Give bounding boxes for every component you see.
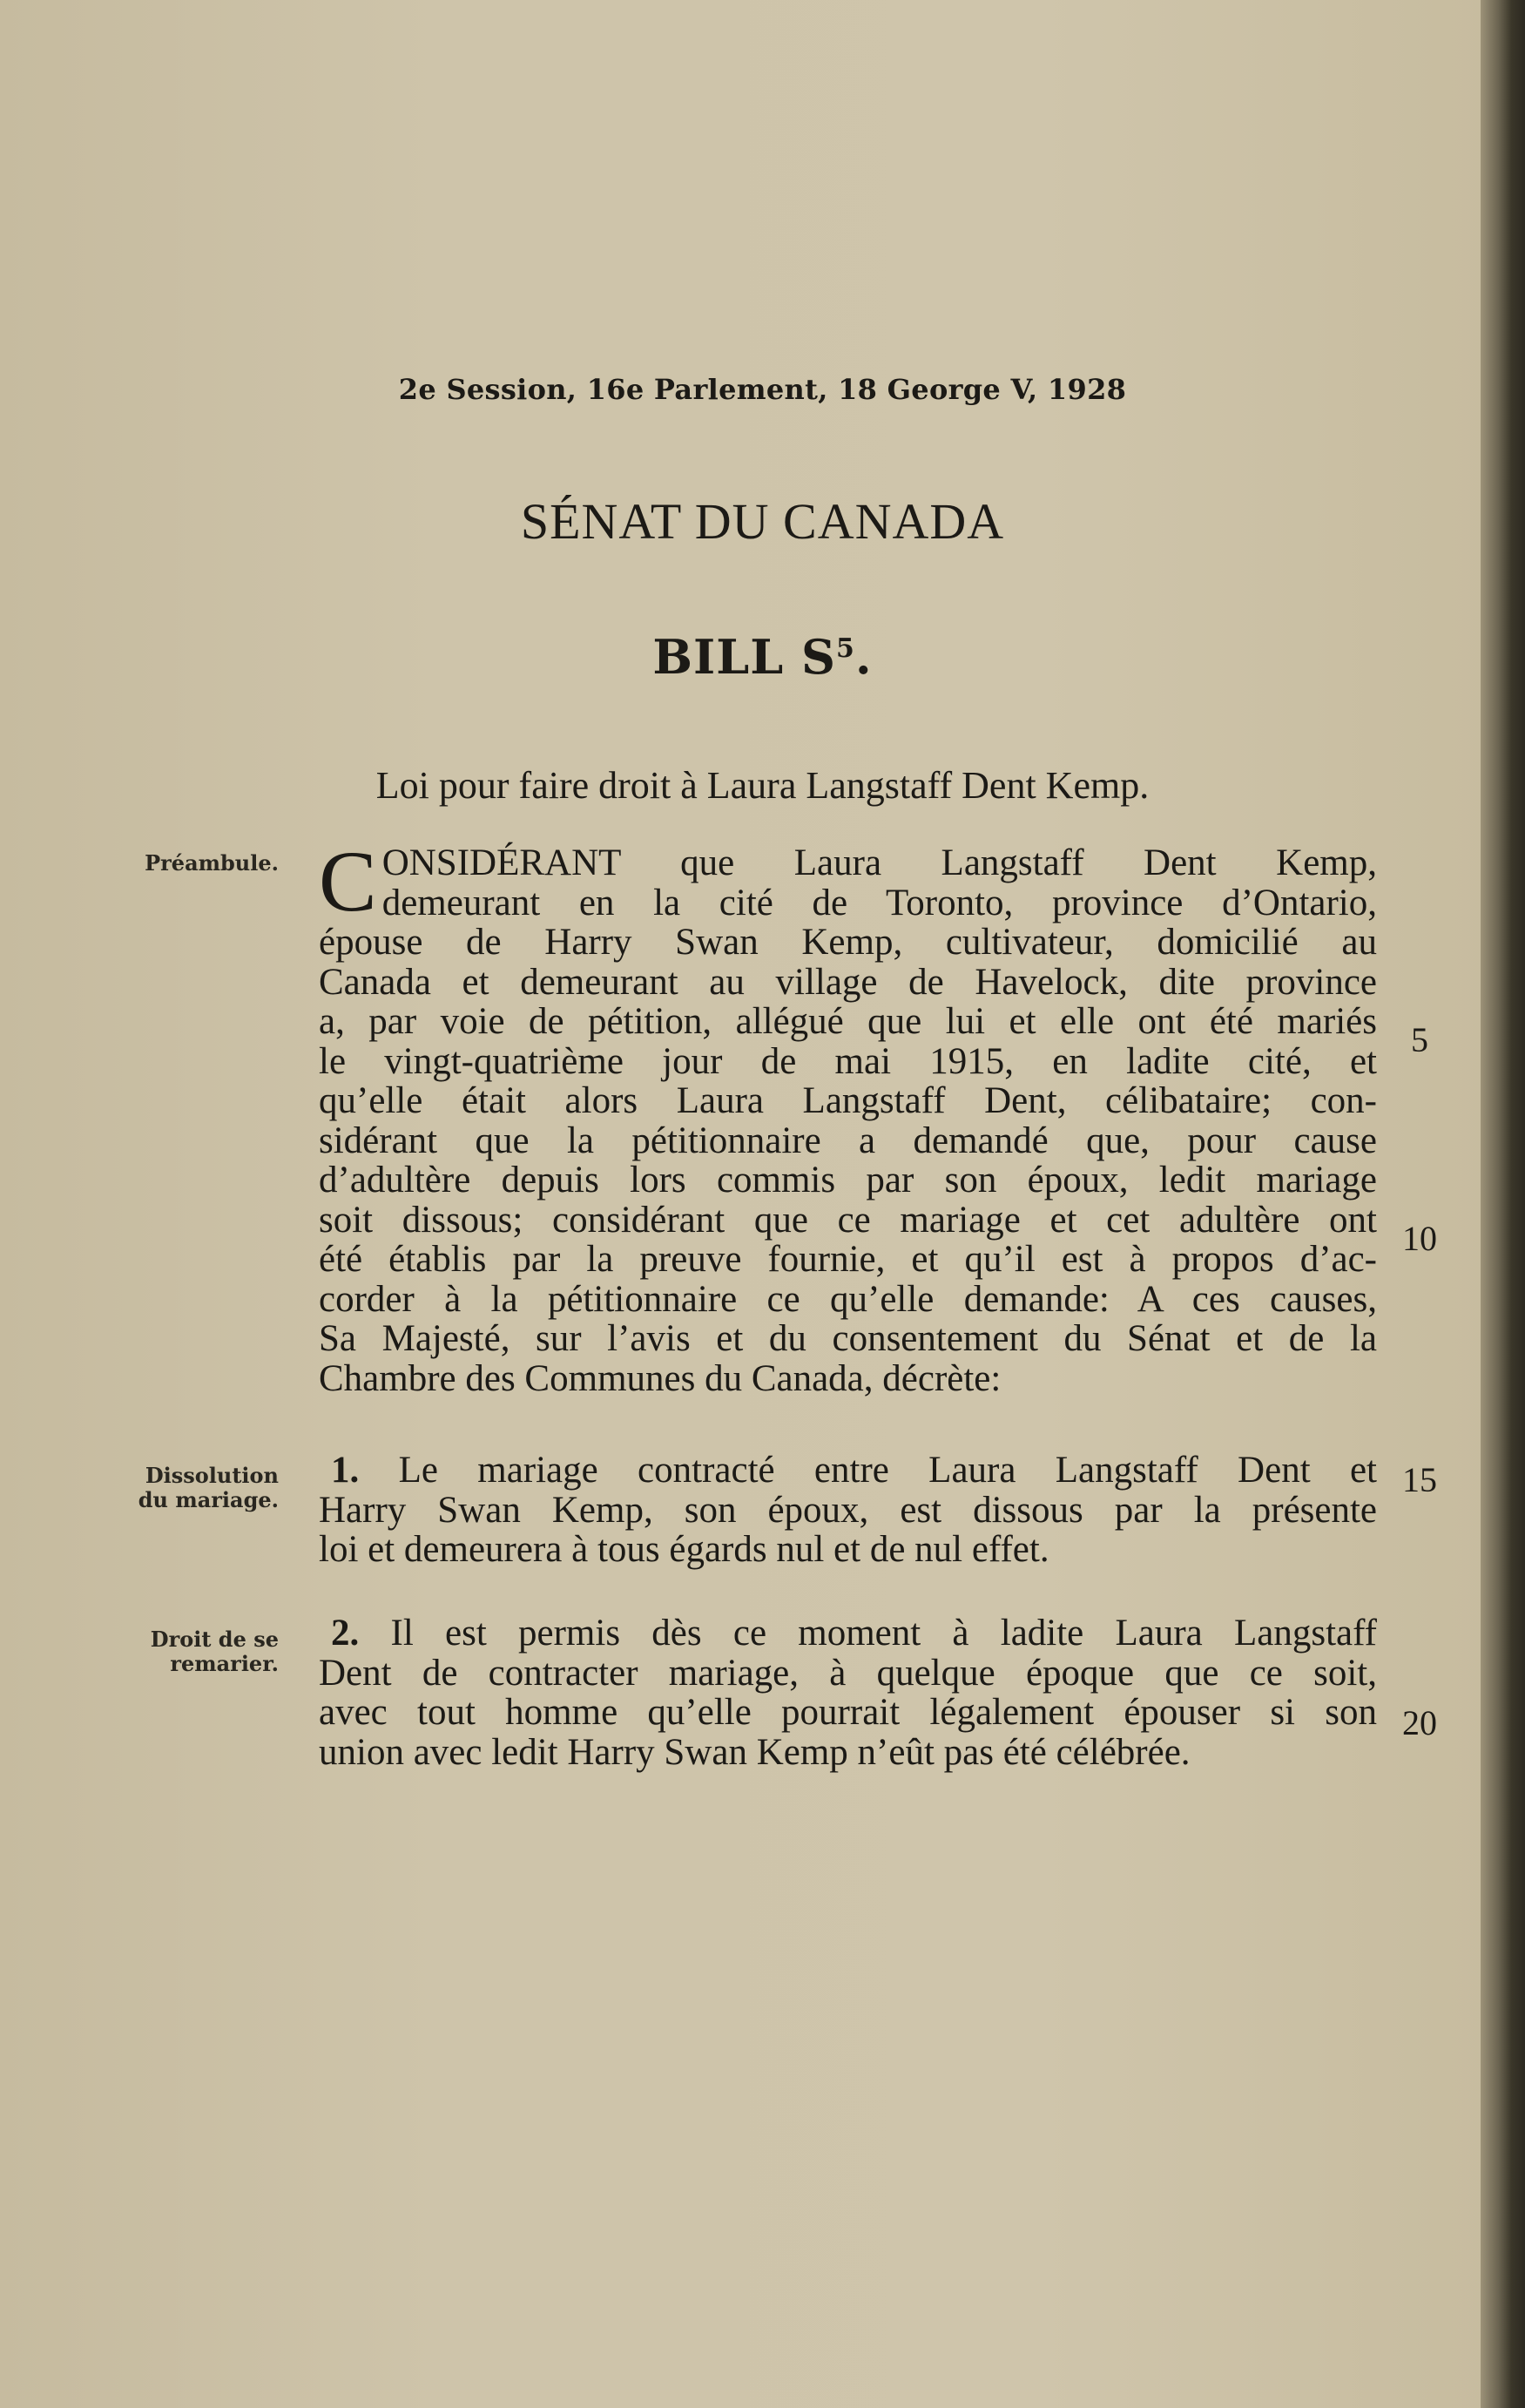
preamble-paragraph (319, 833, 1377, 1399)
text-line: été établis par la preuve fournie, et qu’il est à propos d’ac- (319, 1239, 1377, 1280)
margin-note-remarry (96, 1627, 279, 1676)
text-line: Sa Majesté, sur l’avis et du consentement du Sénat et de la (319, 1318, 1377, 1359)
line-number: 20 (1402, 1703, 1437, 1742)
bill-title: Loi pour faire droit à Laura Langstaff Dent Kemp. (375, 764, 1150, 807)
line-number: 5 (1411, 1020, 1428, 1059)
margin-note-line: du mariage. (138, 1487, 279, 1512)
text-line: soit dissous; considérant que ce mariage et cet adultère ont (319, 1199, 1377, 1241)
text-line: épouse de Harry Swan Kemp, cultivateur, domicilié au (319, 922, 1377, 963)
text-line: Harry Swan Kemp, son époux, est dissous par la présente (319, 1489, 1377, 1531)
margin-note-line: remarier. (170, 1651, 279, 1676)
text-line (319, 1613, 1377, 1654)
margin-note-dissolution (96, 1464, 279, 1512)
section-number: 2. (331, 1613, 360, 1654)
text-line: Canada et demeurant au village de Havelock, dite province (319, 961, 1377, 1003)
margin-note-preamble: Préambule. (145, 850, 279, 876)
drop-cap: C (319, 833, 377, 930)
text-line: ONSIDÉRANT que Laura Langstaff Dent Kemp, (381, 842, 1377, 883)
text-line: Dent de contracter mariage, à quelque époque que ce soit, (319, 1652, 1377, 1694)
text-line: corder à la pétitionnaire ce qu’elle demande: A ces causes, (319, 1278, 1377, 1320)
bill-prefix: BILL S (652, 629, 836, 685)
bill-suffix: . (854, 629, 873, 685)
section-2-paragraph (319, 1613, 1377, 1772)
session-header: 2e Session, 16e Parlement, 18 George V, 1928 (398, 373, 1127, 406)
text-line: a, par voie de pétition, allégué que lui et elle ont été mariés (319, 1001, 1377, 1042)
text-line: qu’elle était alors Laura Langstaff Dent, célibataire; con- (319, 1080, 1377, 1121)
text-line: loi et demeurera à tous égards nul et de nul effet. (319, 1529, 1049, 1570)
bill-superscript: 5 (835, 633, 855, 664)
text-line (319, 1451, 1377, 1491)
bill-number (0, 629, 1525, 685)
section-number: 1. (331, 1450, 360, 1491)
line-number: 15 (1402, 1460, 1437, 1499)
margin-note-line: Droit de se (150, 1627, 279, 1652)
text-line-content: Il est permis dès ce moment à ladite Laura Langstaff (390, 1613, 1377, 1654)
text-line: avec tout homme qu’elle pourrait légalement épouser si son (319, 1692, 1377, 1733)
senate-heading: SÉNAT DU CANADA (520, 493, 1005, 550)
text-line: demeurant en la cité de Toronto, province d’Ontario, (381, 882, 1377, 923)
text-line-content: Le mariage contracté entre Laura Langstaff Dent et (398, 1450, 1377, 1491)
text-line: sidérant que la pétitionnaire a demandé que, pour cause (319, 1119, 1377, 1161)
text-line: le vingt-quatrième jour de mai 1915, en ladite cité, et (319, 1040, 1377, 1082)
text-line: d’adultère depuis lors commis par son époux, ledit mariage (319, 1160, 1377, 1201)
text-line: union avec ledit Harry Swan Kemp n’eût pas été célébrée. (319, 1731, 1191, 1773)
margin-note-line: Dissolution (145, 1463, 279, 1488)
line-number: 10 (1402, 1219, 1437, 1258)
book-spine-edge (1481, 0, 1525, 2408)
text-line: Chambre des Communes du Canada, décrète: (319, 1357, 1002, 1399)
section-1-paragraph (319, 1451, 1377, 1570)
